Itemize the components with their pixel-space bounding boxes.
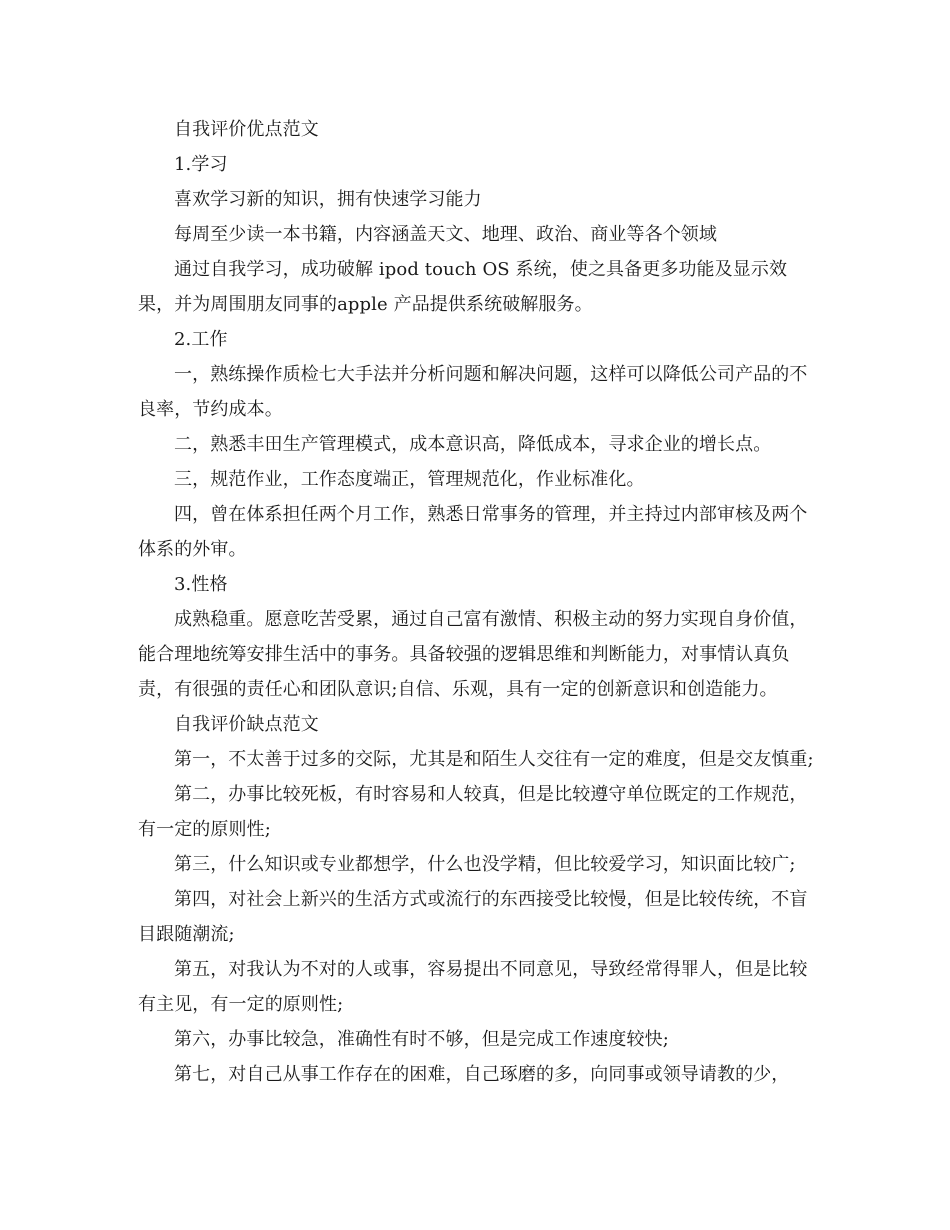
paragraph: 第五，对我认为不对的人或事，容易提出不同意见，导致经常得罪人，但是比较有主见，有一定的原则性; xyxy=(138,959,808,1015)
paragraph: 一，熟练操作质检七大手法并分析问题和解决问题，这样可以降低公司产品的不良率，节约成本。 xyxy=(138,364,808,420)
paragraph: 每周至少读一本书籍，内容涵盖天文、地理、政治、商业等各个领域 xyxy=(174,224,717,245)
section-heading-personality: 3.性格 xyxy=(174,574,228,595)
paragraph: 喜欢学习新的知识，拥有快速学习能力 xyxy=(174,189,482,210)
paragraph: 第四，对社会上新兴的生活方式或流行的东西接受比较慢，但是比较传统，不盲目跟随潮流; xyxy=(138,889,808,945)
paragraph: 第二，办事比较死板，有时容易和人较真，但是比较遵守单位既定的工作规范，有一定的原则性; xyxy=(138,784,808,840)
heading-weaknesses: 自我评价缺点范文 xyxy=(174,714,319,735)
paragraph: 成熟稳重。愿意吃苦受累，通过自己富有激情、积极主动的努力实现自身价值，能合理地统筹安排生活中的事务。具备较强的逻辑思维和判断能力，对事情认真负责，有很强的责任心和团队意识;自信、乐观，具有一定的创新意识和创造能力。 xyxy=(138,609,808,700)
document-body xyxy=(138,112,818,1092)
paragraph: 第一，不太善于过多的交际，尤其是和陌生人交往有一定的难度，但是交友慎重; xyxy=(174,749,814,770)
section-heading-work: 2.工作 xyxy=(174,329,228,350)
paragraph: 三，规范作业，工作态度端正，管理规范化，作业标准化。 xyxy=(174,469,645,490)
paragraph: 四，曾在体系担任两个月工作，熟悉日常事务的管理，并主持过内部审核及两个体系的外审。 xyxy=(138,504,808,560)
section-heading-study: 1.学习 xyxy=(174,154,228,175)
paragraph: 第七，对自己从事工作存在的困难，自己琢磨的多，向同事或领导请教的少， xyxy=(174,1064,790,1085)
paragraph: 二，熟悉丰田生产管理模式，成本意识高，降低成本，寻求企业的增长点。 xyxy=(174,434,772,455)
paragraph: 第六，办事比较急，准确性有时不够，但是完成工作速度较快; xyxy=(174,1029,669,1050)
heading-strengths: 自我评价优点范文 xyxy=(174,119,319,140)
paragraph: 第三，什么知识或专业都想学，什么也没学精，但比较爱学习，知识面比较广; xyxy=(174,854,796,875)
paragraph: 通过自我学习，成功破解 ipod touch OS 系统，使之具备更多功能及显示效果，并为周围朋友同事的apple 产品提供系统破解服务。 xyxy=(138,259,788,315)
